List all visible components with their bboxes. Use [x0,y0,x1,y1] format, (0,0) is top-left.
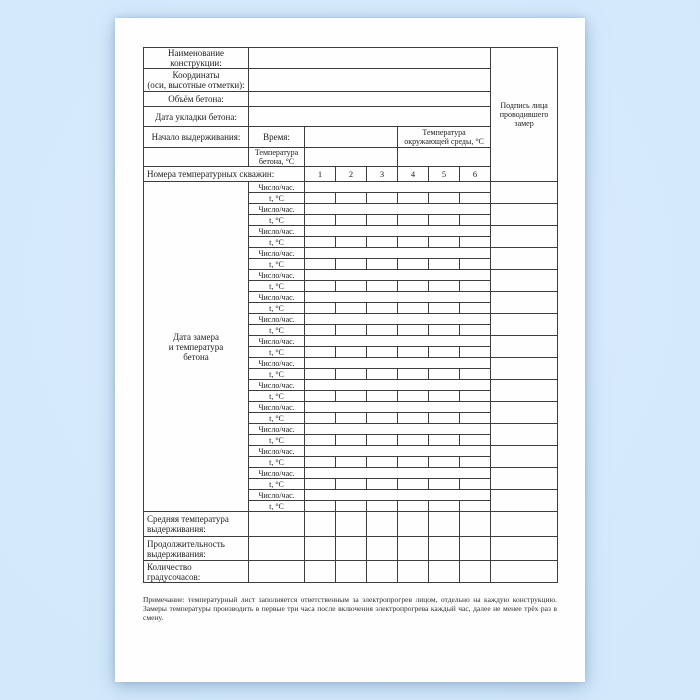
signature-entry-cell [491,512,558,537]
construction-name-label: Наименование конструкции: [144,48,249,69]
avg-temp-entry-cell [305,512,336,537]
date-hour-entry-cell [305,468,491,479]
temp-entry-cell [398,237,429,248]
well-number-6: 6 [460,167,491,182]
temp-entry-cell [429,259,460,270]
temp-row-label: t, °C [249,259,305,270]
concrete-temp-label: Температура бетона, °C [249,148,305,167]
concrete-temp-entry-cell [305,148,398,167]
well-number-4: 4 [398,167,429,182]
signature-entry-cell [491,358,558,380]
temp-entry-cell [460,369,491,380]
table-row [144,512,558,537]
temp-entry-cell [429,215,460,226]
temp-entry-cell [336,259,367,270]
temp-entry-cell [429,391,460,402]
date-hour-label: Число/час. [249,292,305,303]
temp-entry-cell [305,259,336,270]
temp-entry-cell [305,391,336,402]
temp-entry-cell [367,325,398,336]
date-hour-entry-cell [305,270,491,281]
temp-entry-cell [367,435,398,446]
date-hour-label: Число/час. [249,424,305,435]
degree-hours-entry-cell [249,561,305,583]
signature-entry-cell [491,204,558,226]
temp-entry-cell [367,457,398,468]
document-page [115,18,585,682]
signature-entry-cell [491,490,558,512]
signature-entry-cell [491,402,558,424]
temp-entry-cell [398,215,429,226]
temp-entry-cell [336,347,367,358]
temp-entry-cell [398,391,429,402]
temp-entry-cell [336,193,367,204]
construction-name-entry-cell [249,48,491,69]
temp-entry-cell [336,237,367,248]
degree-hours-entry-cell [305,561,336,583]
temp-row-label: t, °C [249,501,305,512]
date-hour-entry-cell [305,292,491,303]
temp-entry-cell [398,347,429,358]
ambient-temp-label: Температура окружающей среды, °C [398,127,491,148]
temp-entry-cell [429,435,460,446]
temp-row-label: t, °C [249,325,305,336]
temp-entry-cell [429,303,460,314]
date-hour-label: Число/час. [249,380,305,391]
ambient-temp-entry-cell [398,148,491,167]
concrete-volume-entry-cell [249,92,491,107]
temp-entry-cell [429,281,460,292]
temp-entry-cell [367,193,398,204]
temp-entry-cell [305,347,336,358]
curing-duration-entry-cell [336,537,367,561]
temp-row-label: t, °C [249,193,305,204]
coordinates-label: Координаты (оси, высотные отметки): [144,69,249,92]
temp-entry-cell [336,325,367,336]
table-row [144,182,558,193]
temp-entry-cell [336,457,367,468]
temp-entry-cell [398,325,429,336]
temp-entry-cell [460,413,491,424]
temp-entry-cell [305,435,336,446]
date-hour-entry-cell [305,446,491,457]
temp-entry-cell [305,479,336,490]
curing-duration-entry-cell [305,537,336,561]
temp-entry-cell [336,303,367,314]
temp-entry-cell [336,479,367,490]
date-hour-entry-cell [305,182,491,193]
date-hour-entry-cell [305,402,491,413]
temp-row-label: t, °C [249,369,305,380]
signature-entry-cell [491,314,558,336]
temp-entry-cell [336,501,367,512]
date-hour-entry-cell [305,314,491,325]
signature-entry-cell [491,380,558,402]
date-hour-entry-cell [305,226,491,237]
temp-entry-cell [429,479,460,490]
degree-hours-entry-cell [336,561,367,583]
avg-temp-label: Средняя температура выдерживания: [144,512,249,537]
temp-entry-cell [460,193,491,204]
temp-entry-cell [460,435,491,446]
temp-entry-cell [336,391,367,402]
date-hour-label: Число/час. [249,468,305,479]
well-number-2: 2 [336,167,367,182]
avg-temp-entry-cell [249,512,305,537]
temp-entry-cell [398,501,429,512]
date-hour-label: Число/час. [249,204,305,215]
curing-duration-label: Продолжительность выдерживания: [144,537,249,561]
temp-entry-cell [429,193,460,204]
avg-temp-entry-cell [429,512,460,537]
date-hour-label: Число/час. [249,182,305,193]
temp-entry-cell [305,501,336,512]
measurements-section-label: Дата замера и температура бетона [144,182,249,512]
temp-entry-cell [305,457,336,468]
degree-hours-entry-cell [460,561,491,583]
temp-row-label: t, °C [249,479,305,490]
degree-hours-entry-cell [367,561,398,583]
date-hour-entry-cell [305,248,491,259]
signature-entry-cell [491,182,558,204]
wells-label: Номера температурных скважин: [144,167,305,182]
temp-entry-cell [336,215,367,226]
well-number-5: 5 [429,167,460,182]
temp-entry-cell [305,303,336,314]
temp-entry-cell [460,259,491,270]
temp-entry-cell [429,347,460,358]
temp-entry-cell [367,347,398,358]
time-entry-cell [305,127,398,148]
temp-entry-cell [429,457,460,468]
temp-entry-cell [429,413,460,424]
degree-hours-entry-cell [429,561,460,583]
temp-row-label: t, °C [249,303,305,314]
temp-entry-cell [398,413,429,424]
temp-entry-cell [429,325,460,336]
date-hour-label: Число/час. [249,270,305,281]
avg-temp-entry-cell [367,512,398,537]
temp-entry-cell [460,215,491,226]
temp-entry-cell [460,303,491,314]
temp-entry-cell [367,501,398,512]
temp-entry-cell [398,303,429,314]
signature-entry-cell [491,424,558,446]
temp-entry-cell [367,369,398,380]
table-row [144,537,558,561]
avg-temp-entry-cell [460,512,491,537]
date-hour-label: Число/час. [249,446,305,457]
temp-entry-cell [429,369,460,380]
signature-entry-cell [491,561,558,583]
temp-entry-cell [460,325,491,336]
temp-entry-cell [460,391,491,402]
placement-date-label: Дата укладки бетона: [144,107,249,127]
signature-entry-cell [491,537,558,561]
temp-entry-cell [305,325,336,336]
signature-entry-cell [491,270,558,292]
signature-entry-cell [491,446,558,468]
curing-duration-entry-cell [398,537,429,561]
temp-entry-cell [305,413,336,424]
temp-entry-cell [305,281,336,292]
signature-entry-cell [491,336,558,358]
placement-date-entry-cell [249,107,491,127]
temp-entry-cell [367,237,398,248]
date-hour-label: Число/час. [249,248,305,259]
temp-entry-cell [305,215,336,226]
coordinates-entry-cell [249,69,491,92]
signature-entry-cell [491,226,558,248]
temp-entry-cell [460,281,491,292]
temp-entry-cell [398,457,429,468]
curing-duration-entry-cell [249,537,305,561]
date-hour-entry-cell [305,380,491,391]
temp-entry-cell [367,413,398,424]
temp-entry-cell [336,281,367,292]
temp-row-label: t, °C [249,347,305,358]
temp-row-label: t, °C [249,391,305,402]
degree-hours-entry-cell [398,561,429,583]
signature-entry-cell [491,248,558,270]
temp-entry-cell [398,193,429,204]
date-hour-entry-cell [305,204,491,215]
temp-entry-cell [429,501,460,512]
signature-entry-cell [491,292,558,314]
signature-entry-cell [491,468,558,490]
temp-row-label: t, °C [249,413,305,424]
temp-row-label: t, °C [249,237,305,248]
temp-entry-cell [336,369,367,380]
date-hour-label: Число/час. [249,314,305,325]
temp-entry-cell [367,281,398,292]
avg-temp-entry-cell [398,512,429,537]
date-hour-label: Число/час. [249,358,305,369]
curing-start-label: Начало выдерживания: [144,127,249,148]
temp-entry-cell [460,237,491,248]
signature-column-header: Подпись лица проводившего замер [491,48,558,182]
well-number-1: 1 [305,167,336,182]
temperature-log-table [143,47,558,583]
temp-entry-cell [305,193,336,204]
avg-temp-entry-cell [336,512,367,537]
date-hour-entry-cell [305,490,491,501]
degree-hours-label: Количество градусочасов: [144,561,249,583]
temp-entry-cell [429,237,460,248]
temp-entry-cell [460,479,491,490]
date-hour-label: Число/час. [249,336,305,347]
well-number-3: 3 [367,167,398,182]
temp-row-label: t, °C [249,457,305,468]
temp-row-label: t, °C [249,215,305,226]
date-hour-label: Число/час. [249,490,305,501]
temp-entry-cell [367,479,398,490]
temp-entry-cell [367,215,398,226]
temp-entry-cell [367,391,398,402]
temp-entry-cell [398,369,429,380]
temp-entry-cell [398,435,429,446]
date-hour-label: Число/час. [249,402,305,413]
date-hour-entry-cell [305,336,491,347]
date-hour-entry-cell [305,358,491,369]
date-hour-label: Число/час. [249,226,305,237]
temp-entry-cell [398,281,429,292]
temp-entry-cell [305,369,336,380]
temp-entry-cell [336,413,367,424]
table-row [144,48,558,69]
table-row [144,561,558,583]
temp-entry-cell [336,435,367,446]
curing-duration-entry-cell [460,537,491,561]
temp-row-label: t, °C [249,281,305,292]
temp-entry-cell [305,237,336,248]
temp-entry-cell [367,303,398,314]
temp-entry-cell [460,457,491,468]
curing-duration-entry-cell [367,537,398,561]
temp-entry-cell [367,259,398,270]
curing-duration-entry-cell [429,537,460,561]
concrete-volume-label: Объём бетона: [144,92,249,107]
temp-entry-cell [398,259,429,270]
temp-entry-cell [460,501,491,512]
temp-entry-cell [398,479,429,490]
temp-row-label: t, °C [249,435,305,446]
time-label: Время: [249,127,305,148]
note-text: Примечание: температурный лист заполняется ответственным за электропрогрев лицом, отдельно на каждую конструкцию. Замеры температуры производить в первые три часа после включения электропрогрева каждый час, далее не менее трёх раз в смену. [143,595,557,622]
empty-cell [144,148,249,167]
temp-entry-cell [460,347,491,358]
date-hour-entry-cell [305,424,491,435]
